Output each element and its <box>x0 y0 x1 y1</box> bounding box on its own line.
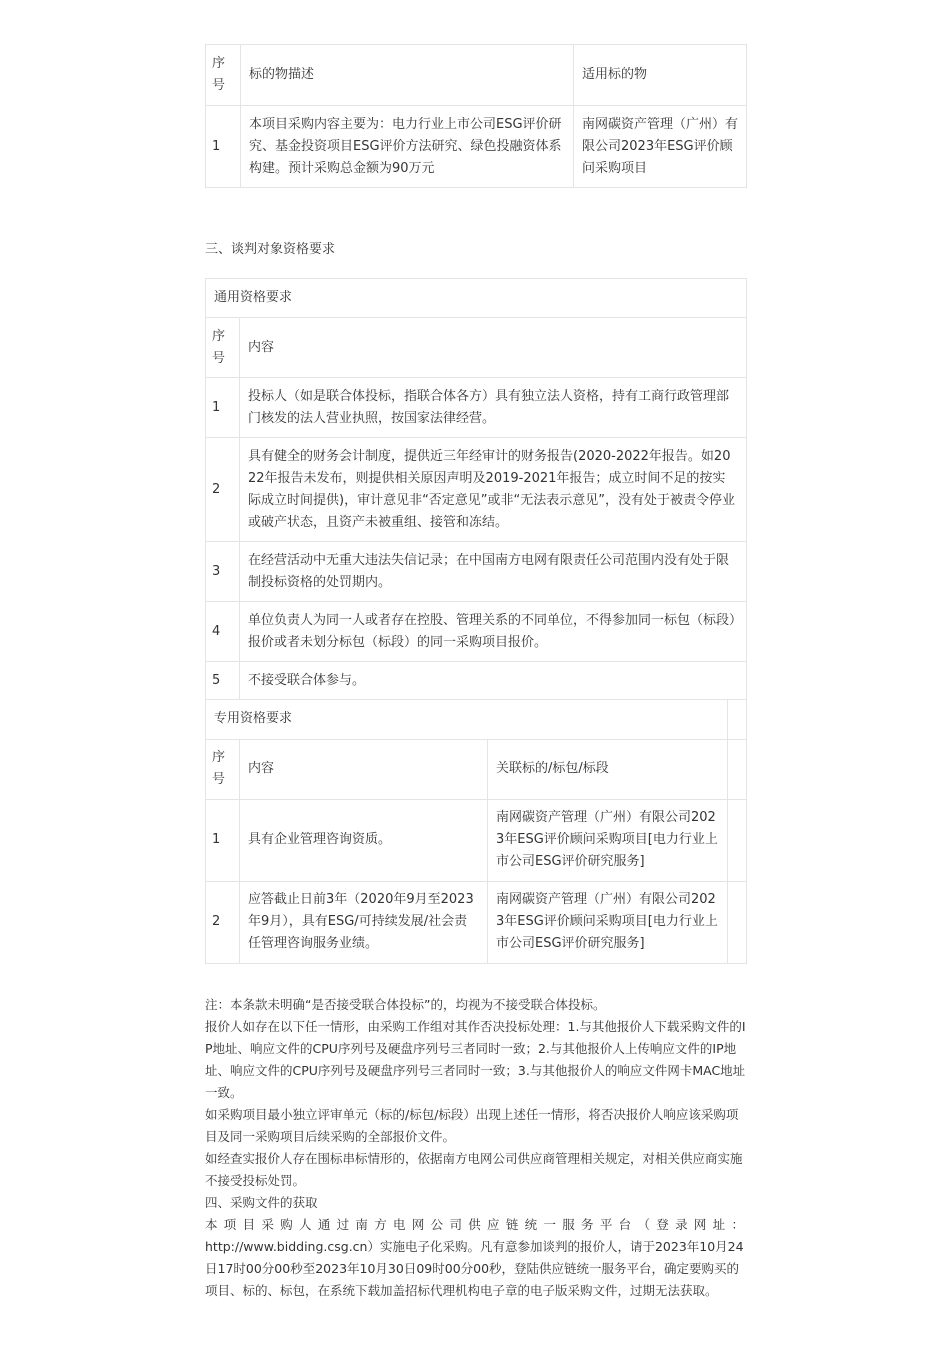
table-header-row <box>206 45 747 106</box>
header-applies: 适用标的物 <box>574 45 747 106</box>
header-desc: 标的物描述 <box>241 45 574 106</box>
row-seq: 5 <box>206 662 240 700</box>
table-header-row <box>206 739 747 799</box>
header-seq: 序号 <box>206 318 240 378</box>
row-content: 单位负责人为同一人或者存在控股、管理关系的不同单位，不得参加同一标包（标段）报价或者未划分标包（标段）的同一采购项目报价。 <box>240 602 747 662</box>
table-row <box>206 799 747 881</box>
empty-cell <box>728 700 747 739</box>
row-related: 南网碳资产管理（广州）有限公司2023年ESG评价顾问采购项目[电力行业上市公司ESG评价研究服务] <box>488 881 728 963</box>
table-title-row <box>206 700 747 739</box>
row-content: 投标人（如是联合体投标，指联合体各方）具有独立法人资格，持有工商行政管理部门核发的法人营业执照，按国家法律经营。 <box>240 378 747 438</box>
table-row <box>206 438 747 542</box>
general-qualification-table <box>205 278 747 700</box>
row-seq: 2 <box>206 881 240 963</box>
general-title: 通用资格要求 <box>206 279 747 318</box>
row-content: 不接受联合体参与。 <box>240 662 747 700</box>
document-page <box>205 44 746 1302</box>
row-content: 具有企业管理咨询资质。 <box>240 799 488 881</box>
row-seq: 1 <box>206 799 240 881</box>
header-seq: 序号 <box>206 45 241 106</box>
row-seq: 4 <box>206 602 240 662</box>
row-seq: 2 <box>206 438 240 542</box>
table-header-row <box>206 318 747 378</box>
empty-cell <box>728 881 747 963</box>
header-content: 内容 <box>240 318 747 378</box>
header-seq: 序号 <box>206 739 240 799</box>
row-desc: 本项目采购内容主要为：电力行业上市公司ESG评价研究、基金投资项目ESG评价方法研究、绿色投融资体系构建。预计采购总金额为90万元 <box>241 106 574 188</box>
note-paragraph: 如采购项目最小独立评审单元（标的/标包/标段）出现上述任一情形，将否决报价人响应该采购项目及同一采购项目后续采购的全部报价文件。 <box>205 1106 739 1144</box>
note-paragraph: 注：本条款未明确“是否接受联合体投标”的，均视为不接受联合体投标。 <box>205 996 606 1012</box>
table-row <box>206 542 747 602</box>
header-content: 内容 <box>240 739 488 799</box>
row-seq: 3 <box>206 542 240 602</box>
table-row <box>206 602 747 662</box>
row-content: 具有健全的财务会计制度，提供近三年经审计的财务报告(2020-2022年报告。如2022年报告未发布，则提供相关原因声明及2019-2021年报告；成立时间不足的按实际成立时间提供)，审计意见非“否定意见”或非“无法表示意见”，没有处于被责令停业或破产状态，且资产未被重组、接管和冻结。 <box>240 438 747 542</box>
empty-cell <box>728 799 747 881</box>
notes-block <box>205 994 746 1302</box>
header-related: 关联标的/标包/标段 <box>488 739 728 799</box>
table-row <box>206 881 747 963</box>
table-row <box>206 106 747 188</box>
table-row <box>206 662 747 700</box>
special-title: 专用资格要求 <box>206 700 728 739</box>
special-qualification-table <box>205 700 747 964</box>
empty-cell <box>728 739 747 799</box>
procurement-line: 本项目采购人通过南方电网公司供应链统一服务平台（登录网址： <box>205 1216 746 1232</box>
row-related: 南网碳资产管理（广州）有限公司2023年ESG评价顾问采购项目[电力行业上市公司ESG评价研究服务] <box>488 799 728 881</box>
table-title-row <box>206 279 747 318</box>
procurement-body: http://www.bidding.csg.cn）实施电子化采购。凡有意参加谈判的报价人，请于2023年10月24日17时00分00秒至2023年10月30日09时00分00秒，登陆供应链统一服务平台，确定要购买的项目、标的、标包，在系统下载加盖招标代理机构电子章的电子版采购文件，过期无法获取。 <box>205 1238 744 1298</box>
row-seq: 1 <box>206 106 241 188</box>
note-paragraph: 报价人如存在以下任一情形，由采购工作组对其作否决投标处理：1.与其他报价人下载采购文件的IP地址、响应文件的CPU序列号及硬盘序列号三者同时一致；2.与其他报价人上传响应文件的IP地址、响应文件的CPU序列号及硬盘序列号三者同时一致；3.与其他报价人的响应文件网卡MAC地址一致。 <box>205 1018 746 1100</box>
table-row <box>206 378 747 438</box>
row-content: 应答截止日前3年（2020年9月至2023年9月），具有ESG/可持续发展/社会责任管理咨询服务业绩。 <box>240 881 488 963</box>
row-applies: 南网碳资产管理（广州）有限公司2023年ESG评价顾问采购项目 <box>574 106 747 188</box>
row-content: 在经营活动中无重大违法失信记录；在中国南方电网有限责任公司范围内没有处于限制投标资格的处罚期内。 <box>240 542 747 602</box>
section-title-procurement: 四、采购文件的获取 <box>205 1194 318 1210</box>
note-paragraph: 如经查实报价人存在围标串标情形的，依据南方电网公司供应商管理相关规定，对相关供应商实施不接受投标处罚。 <box>205 1150 743 1188</box>
row-seq: 1 <box>206 378 240 438</box>
section-title-qualifications: 三、谈判对象资格要求 <box>205 242 336 257</box>
subject-table <box>205 44 747 188</box>
